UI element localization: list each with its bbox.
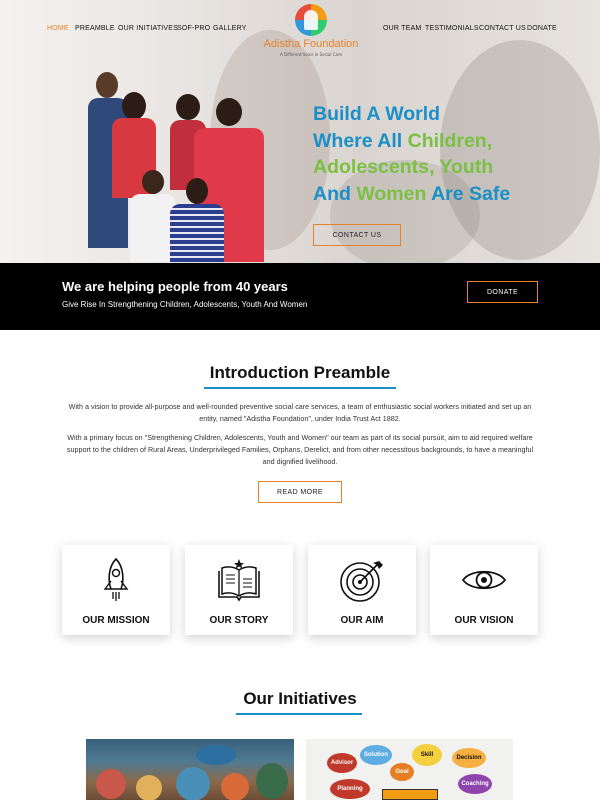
initiatives-title-underline bbox=[236, 713, 362, 715]
bubble-solution: Solution bbox=[360, 745, 392, 765]
nav-our-initiatives[interactable]: OUR INITIATIVES bbox=[118, 25, 179, 32]
child-figure bbox=[170, 178, 224, 262]
vision-card-label: OUR VISION bbox=[454, 615, 514, 626]
bubble-skill: Skill bbox=[412, 744, 442, 766]
bubble-goal: Goal bbox=[390, 763, 414, 781]
headline-line-1: Build A World bbox=[313, 103, 441, 125]
nav-our-team[interactable]: OUR TEAM bbox=[383, 25, 422, 32]
initiative-skills-diagram[interactable] bbox=[306, 739, 513, 800]
headline-line-2: Where All Children, bbox=[313, 129, 493, 152]
logo-name: Adistha Foundation bbox=[263, 38, 359, 50]
nav-sof-pro[interactable]: SOF-PRO bbox=[177, 25, 211, 32]
initiatives-title: Our Initiatives bbox=[243, 689, 357, 708]
mission-card-label: OUR MISSION bbox=[82, 615, 150, 626]
intro-paragraph-2: With a primary focus on "Strengthening Children, Adolescents, Youth and Women" our team as part of its social pursuit, aim to aid required welfare support to the children of Rural Areas, Underprivileged Families, Orphans, Derelict, and from other necessitous backgrounds, to have a meaningful and dignified livelihood. bbox=[66, 433, 534, 466]
story-card[interactable] bbox=[185, 545, 293, 635]
banner-subtitle: Give Rise In Strengthening Children, Adolescents, Youth And Women bbox=[62, 300, 308, 309]
bubble-coaching: Coaching bbox=[458, 774, 492, 794]
hero-headline bbox=[313, 101, 573, 207]
mission-card[interactable] bbox=[62, 545, 170, 635]
open-book-icon bbox=[216, 557, 262, 603]
nav-home[interactable]: HOME bbox=[47, 25, 69, 32]
eye-icon bbox=[461, 557, 507, 603]
logo-emblem-icon bbox=[295, 4, 327, 36]
banner-title: We are helping people from 40 years bbox=[62, 279, 288, 294]
read-more-button[interactable]: READ MORE bbox=[258, 481, 342, 503]
experience-banner bbox=[0, 263, 600, 330]
initiative-photo-children[interactable] bbox=[86, 739, 294, 800]
story-card-label: OUR STORY bbox=[209, 615, 269, 626]
bubble-advisor: Advisor bbox=[327, 753, 357, 773]
rocket-icon bbox=[96, 557, 136, 603]
vision-card[interactable] bbox=[430, 545, 538, 635]
nav-donate[interactable]: DONATE bbox=[527, 25, 557, 32]
hero-children-photo bbox=[86, 66, 264, 262]
nav-testimonials[interactable]: TESTIMONIALS bbox=[425, 25, 479, 32]
intro-title-underline bbox=[204, 387, 396, 389]
headline-line-3: Adolescents, Youth bbox=[313, 156, 494, 178]
intro-title: Introduction Preamble bbox=[209, 363, 391, 382]
aim-card[interactable] bbox=[308, 545, 416, 635]
diagram-center-box bbox=[382, 789, 438, 800]
intro-paragraph-1: With a vision to provide all-purpose and well-rounded preventive social care services, a team of enthusiastic social workers initiated and set up an entity, named "Adistha Foundation", under India Trust Act 1882. bbox=[68, 402, 532, 423]
headline-line-4: And Women Are Safe bbox=[313, 182, 511, 205]
logo-tagline: A Different Voice in Social Care bbox=[279, 52, 343, 57]
target-icon bbox=[339, 557, 385, 603]
bubble-decision: Decision bbox=[452, 748, 486, 768]
nav-contact-us[interactable]: CONTACT US bbox=[479, 25, 526, 32]
hero-section bbox=[0, 0, 600, 263]
aim-card-label: OUR AIM bbox=[340, 615, 384, 626]
donate-button[interactable]: DONATE bbox=[467, 281, 538, 303]
nav-gallery[interactable]: GALLERY bbox=[213, 25, 247, 32]
bubble-planning: Planning bbox=[330, 779, 370, 799]
nav-preamble[interactable]: PREAMBLE bbox=[75, 25, 115, 32]
contact-us-button[interactable]: CONTACT US bbox=[313, 224, 401, 246]
site-logo[interactable] bbox=[255, 4, 367, 58]
